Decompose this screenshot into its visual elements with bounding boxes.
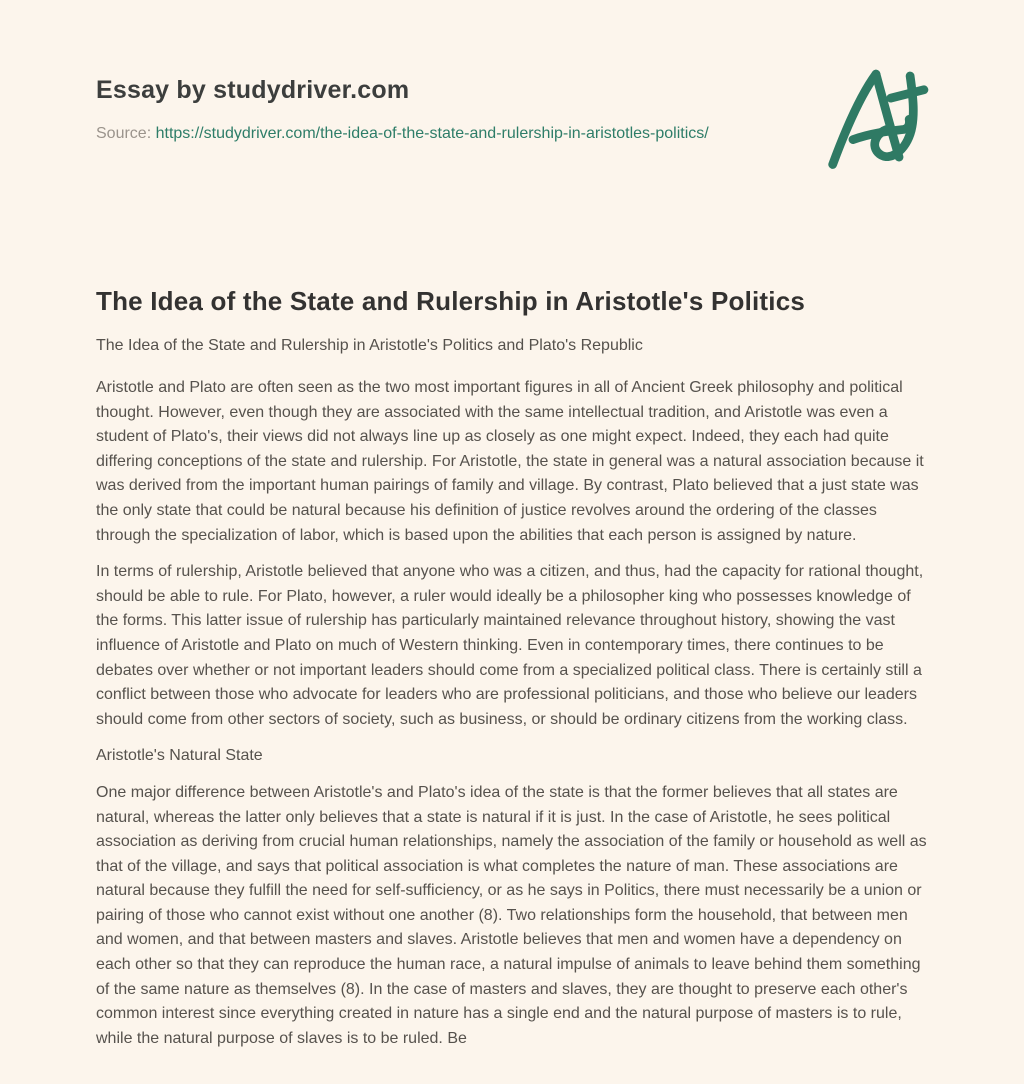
page-title: The Idea of the State and Rulership in Aristotle's Politics xyxy=(96,286,806,316)
essay-subtitle: The Idea of the State and Rulership in Aristotle's Politics and Plato's Republic xyxy=(96,337,643,354)
essay-body xyxy=(0,286,1024,1051)
source-label: Source: xyxy=(96,125,152,142)
brand-title: Essay by studydriver.com xyxy=(96,76,410,104)
brand-block xyxy=(96,72,709,143)
paragraph-2: In terms of rulership, Aristotle believed that anyone who was a citizen, and thus, had the capacity for rational thought, should be able to rule. For Plato, however, a ruler would ideally be a philosopher king who possesses knowledge of the forms. This latter issue of rulership has particularly maintained relevance throughout history, showing the vast influence of Aristotle and Plato on much of Western thinking. Even in contemporary times, there continues to be debates over whether or not important leaders should come from a specialized political class. There is certainly still a conflict between those who advocate for leaders who are professional politicians, and those who believe our leaders should come from other sectors of society, such as business, or should be ordinary citizens from the working class. xyxy=(96,563,924,728)
page-header xyxy=(0,0,1024,170)
section-heading-aristotles-natural-state: Aristotle's Natural State xyxy=(96,747,263,765)
source-line xyxy=(96,125,709,143)
a-plus-logo xyxy=(820,64,932,170)
paragraph-1: Aristotle and Plato are often seen as the two most important figures in all of Ancient Greek philosophy and political thought. However, even though they are associated with the same intellectual tradition, and Aristotle was even a student of Plato's, their views did not always line up as closely as one might expect. Indeed, they each had quite differing conceptions of the state and rulership. For Aristotle, the state in general was a natural association because it was derived from the important human pairings of family and village. By contrast, Plato believed that a just state was the only state that could be natural because his definition of justice revolves around the ordering of the classes through the specialization of labor, which is based upon the abilities that each person is assigned by nature. xyxy=(96,379,924,544)
logo-plus-horizontal xyxy=(891,90,924,98)
paragraph-3: One major difference between Aristotle's and Plato's idea of the state is that the former believes that all states are natural, whereas the latter only believes that a state is natural if it is just. In the case of Aristotle, he sees political association as deriving from crucial human relationships, namely the association of the family or household as well as that of the village, and says that political association is what completes the nature of man. These associations are natural because they fulfill the need for self-sufficiency, or as he says in Politics, there must necessarily be a union or pairing of those who cannot exist without one another (8). Two relationships form the household, that between men and women, and that between masters and slaves. Aristotle believes that men and women have a dependency on each other so that they can reproduce the human race, a natural impulse of animals to leave behind them something of the same nature as themselves (8). In the case of masters and slaves, they are thought to preserve each other's common interest since everything created in nature has a single end and the natural purpose of masters is to rule, while the natural purpose of slaves is to be ruled. Be xyxy=(96,783,927,1047)
logo-a-right-leg xyxy=(876,74,899,157)
source-url-link[interactable]: https://studydriver.com/the-idea-of-the-state-and-rulership-in-aristotles-politics/ xyxy=(155,125,709,142)
logo-a-left-leg xyxy=(833,74,876,164)
